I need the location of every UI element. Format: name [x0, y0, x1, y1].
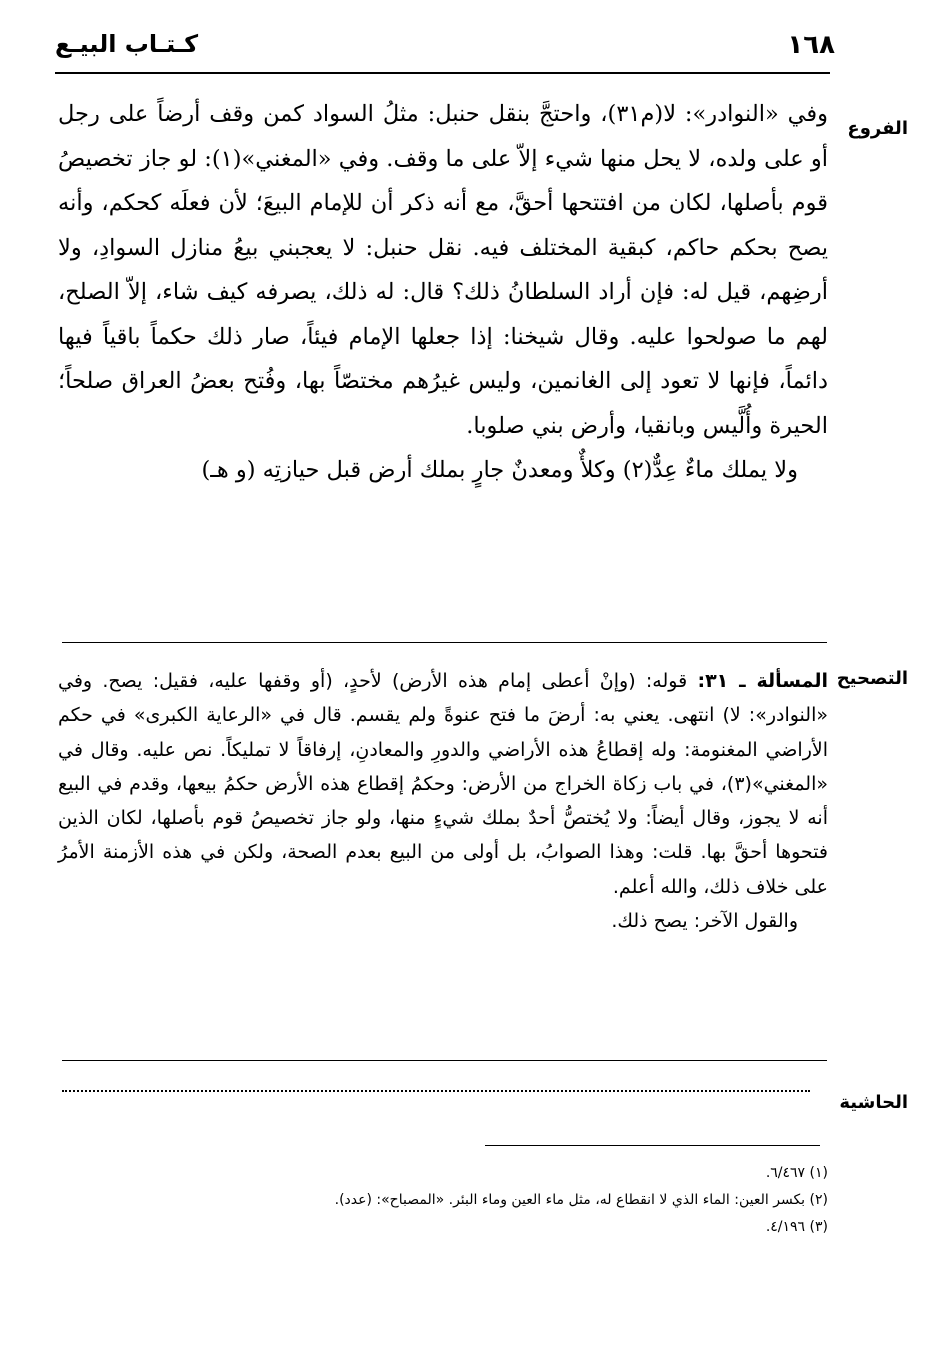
hashiya-dotted-line — [62, 1090, 810, 1092]
tashih-paragraph-2: والقول الآخر: يصح ذلك. — [611, 910, 798, 933]
tashih-paragraph-body: قوله: (وإنْ أعطى إمام هذه الأرض) لأحدٍ، (أو وقفها عليه، فقيل: يصح. وفي «النوادر»: لا) انتهى. يعني به: أرضَ ما فتح عنوةً ولم يقسم. قال في «الرعاية الكبرى» في حكم الأراضي المغنومة: وله إقطاعُ هذه الأراضي والدورِ والمعادنِ، إرفاقاً لا تمليكاً. نص عليه. وقال في «المغني»(٣)، في باب زكاة الخراج من الأرض: وحكمُ إقطاع هذه الأرض حكمُ بيعها، وقدم في البيع أنه لا يجوز، وقال أيضاً: ولا يُختصُّ أحدٌ بملك شيءٍ منها، ولو جاز تخصيصُ قوم بأصلها، لكان الذين فتحوها أحقَّ بها. قلت: وهذا الصوابُ، بل أولى من البيع بعدم الصحة، ولكن في هذه الأزمنة الأمرُ على خلاف ذلك، والله أعلم. — [58, 670, 828, 898]
header-rule — [55, 72, 830, 74]
footnote-3: (٣) ٤/١٩٦. — [765, 1219, 828, 1235]
main-paragraph-2: ولا يملك ماءٌ عِدٌّ(٢) وكلأٌ ومعدنٌ جارٍ بملك أرض قبل حيازتِه (و هـ) — [201, 457, 798, 483]
page-header — [55, 30, 835, 66]
section-rule — [62, 642, 827, 643]
main-text — [58, 92, 828, 493]
book-title: كـتـاب البيـع — [55, 30, 199, 58]
footnote-rule — [485, 1145, 820, 1146]
page-number: ١٦٨ — [787, 30, 835, 60]
tashih-text — [58, 664, 828, 938]
footnotes — [58, 1160, 828, 1241]
masala-heading: المسألة ـ ٣١: — [697, 670, 828, 692]
tashih-paragraph — [58, 664, 828, 904]
main-paragraph: وفي «النوادر»: لا(م٣١)، واحتجَّ بنقل حنبل: مثلُ السواد كمن وقف أرضاً على رجل أو على ولده، لا يحل منها شيء إلاّ على ما وقف. وفي «المغني»(١): لو جاز تخصيصُ قوم بأصلها، لكان من افتتحها أحقَّ، مع أنه ذكر أن للإمام البيعَ؛ لأن فعلَه كحكم، وأنه يصح بحكم حاكم، كبقية المختلف فيه. نقل حنبل: لا يعجبني بيعُ منازل السوادِ، ولا أرضِهم، قيل له: فإن أراد السلطانُ ذلك؟ قال: له ذلك، يصرفه كيف شاء، إلاّ الصلح، لهم ما صولحوا عليه. وقال شيخنا: إذا جعلها الإمام فيئاً، صار ذلك حكماً باقياً فيها دائماً، فإنها لا تعود إلى الغانمين، وليس غيرُهم مختصّاً بها، وفُتح بعضُ العراق صلحاً؛ الحيرة وأُلَّيس وبانقيا، وأرض بني صلوبا. — [58, 101, 828, 439]
tashih-side-label: التصحيح — [836, 668, 908, 689]
furu-side-label: الفروع — [847, 118, 908, 139]
footnote-1: (١) ٦/٤٦٧. — [765, 1165, 828, 1181]
footnote-2: (٢) بكسر العين: الماء الذي لا انقطاع له، مثل ماء العين وماء البئر. «المصباح»: (عدد). — [334, 1192, 828, 1208]
hashiya-side-label: الحاشية — [839, 1092, 908, 1113]
hashiya-rule — [62, 1060, 827, 1061]
